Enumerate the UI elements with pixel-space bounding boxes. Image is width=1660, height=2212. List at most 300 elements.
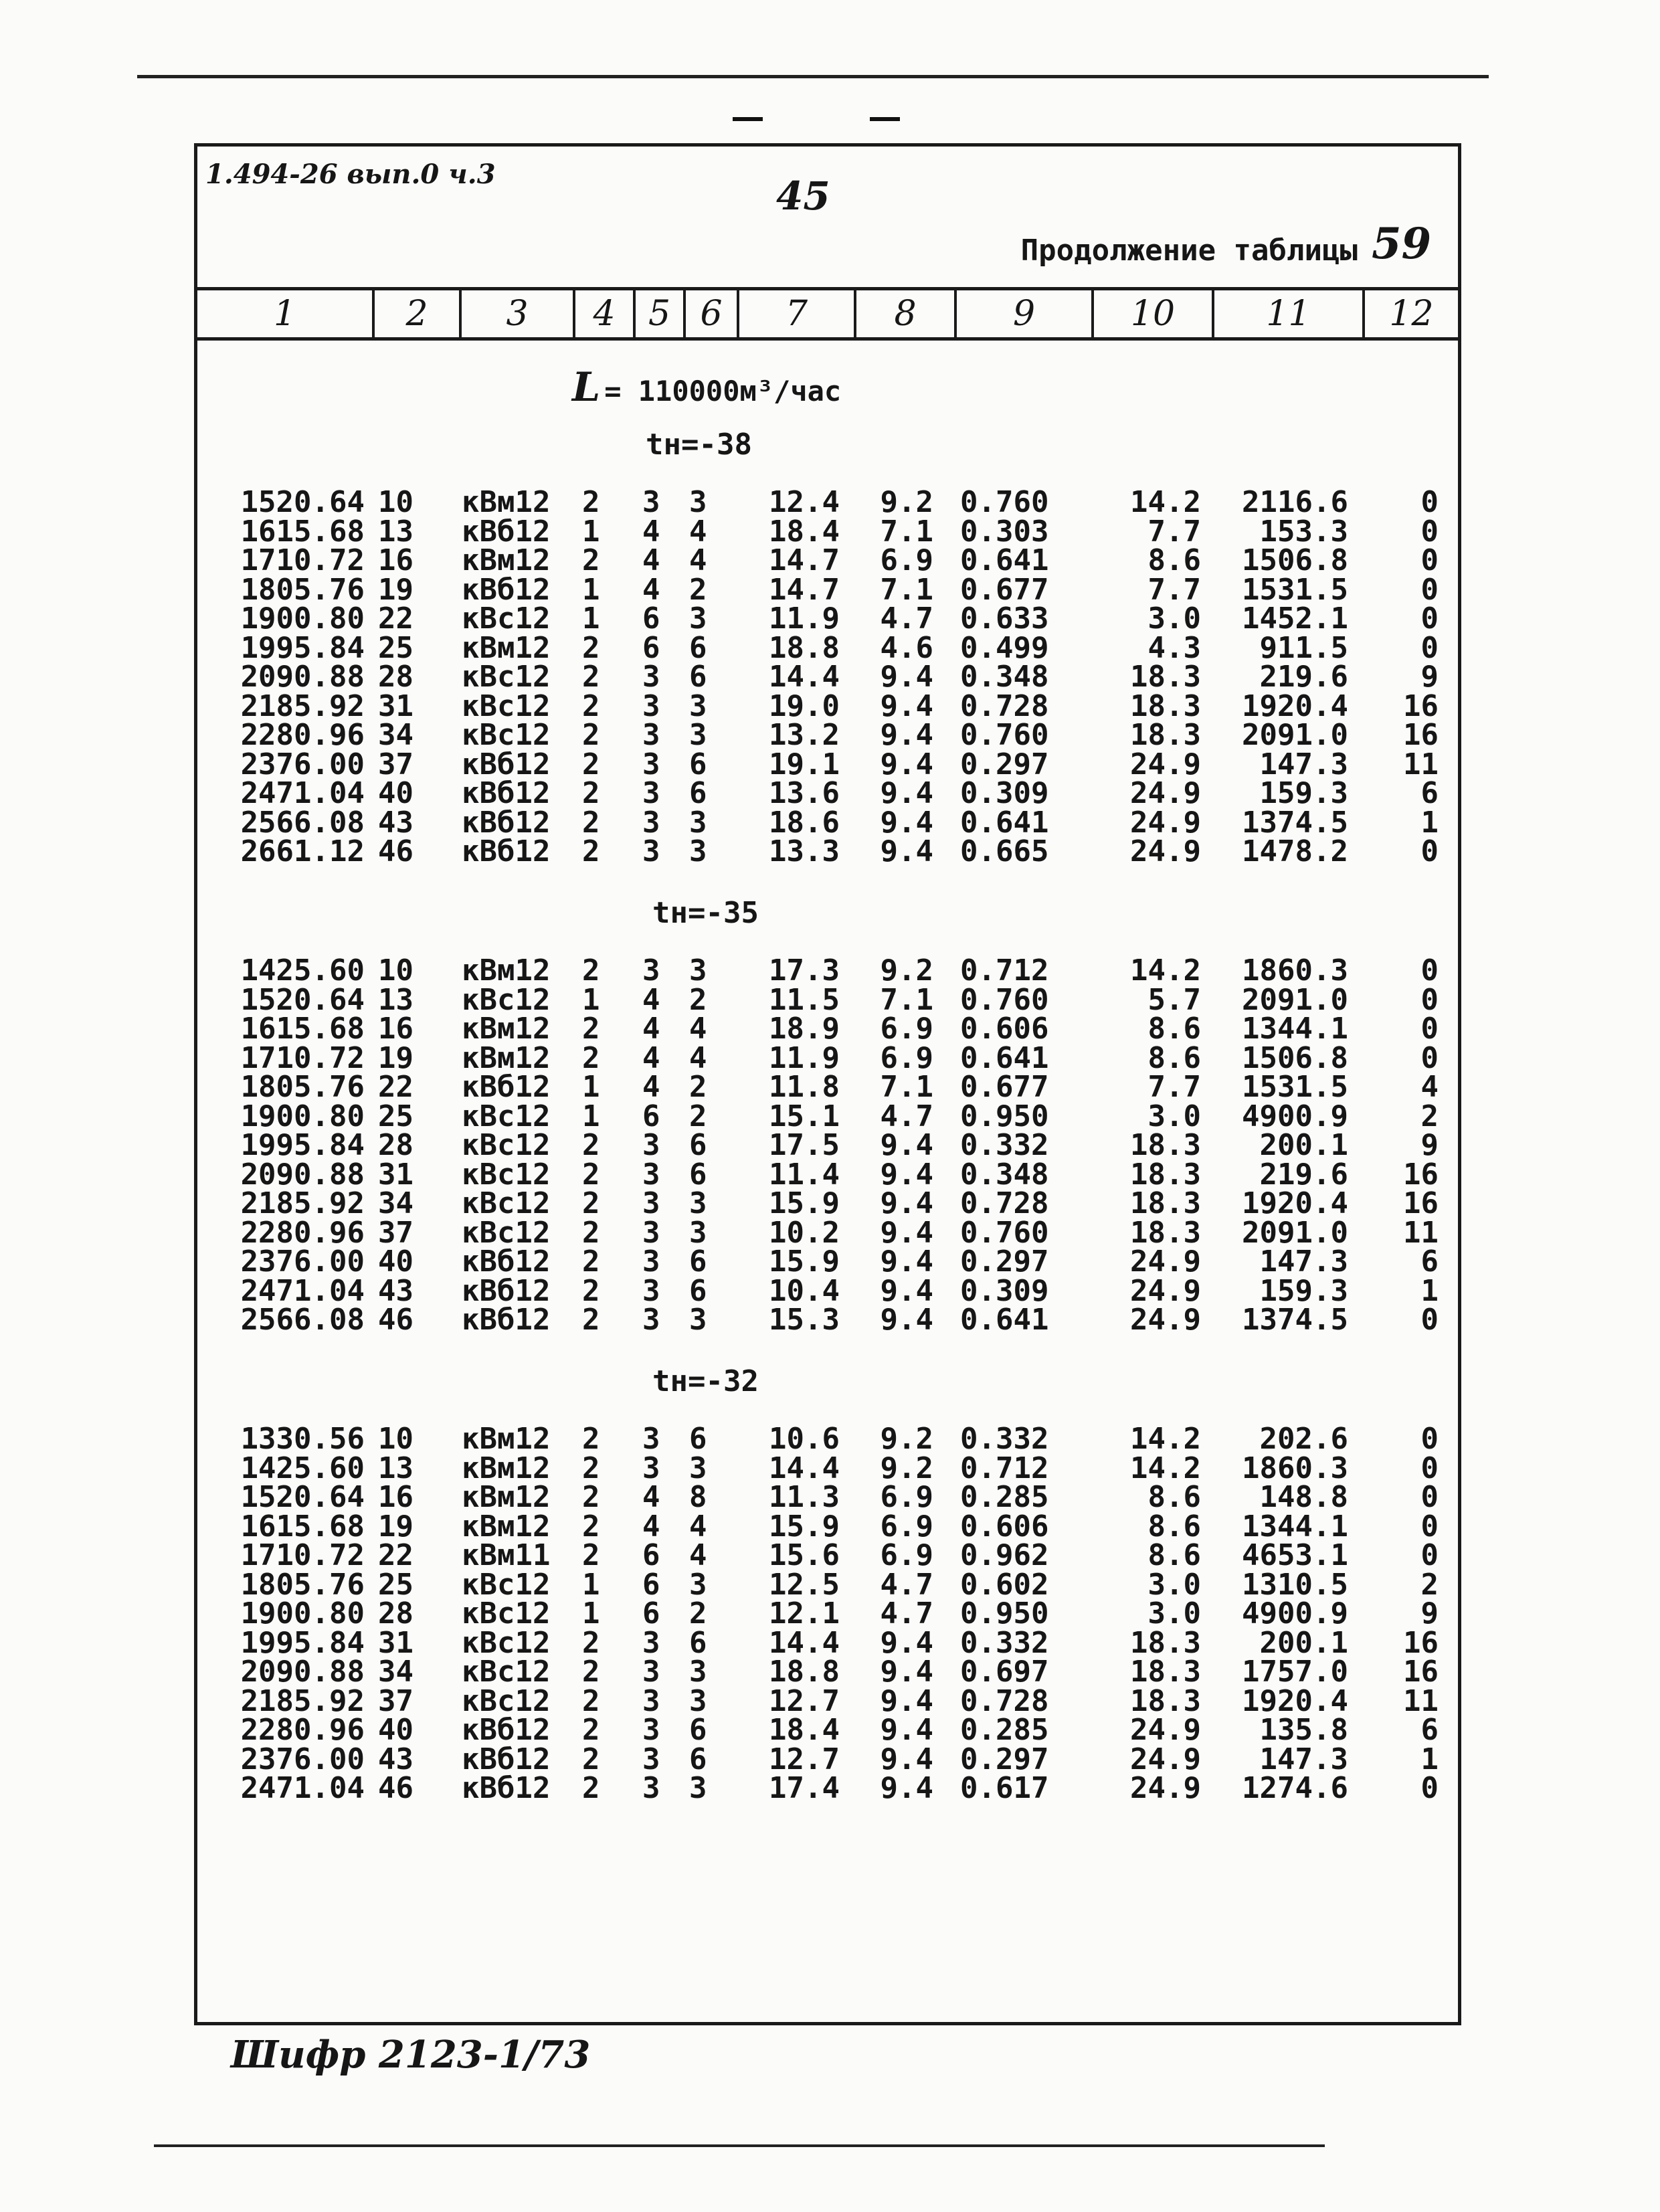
cell-col-n5: 4 xyxy=(642,1040,660,1075)
cell-col-n6: 3 xyxy=(689,1215,707,1250)
cell-col-n7: 17.5 xyxy=(769,1128,840,1162)
cell-col-n4: 2 xyxy=(582,485,600,519)
cell-col-type: кВс12 xyxy=(462,1683,551,1718)
cell-col-number: 10 xyxy=(378,1422,413,1456)
cell-col-n6: 3 xyxy=(689,1683,707,1718)
cell-col-n8: 6.9 xyxy=(880,1509,933,1544)
cell-col-n9: 0.309 xyxy=(960,1273,1049,1308)
cell-col-number: 31 xyxy=(378,688,413,723)
cell-col-n10: 5.7 xyxy=(1147,982,1201,1017)
cell-col-n12: 16 xyxy=(1403,1186,1439,1220)
table-row xyxy=(197,1771,1458,1805)
cell-col-n12: 0 xyxy=(1420,602,1439,636)
table-row xyxy=(197,1625,1458,1660)
top-dash-right xyxy=(870,117,900,121)
cell-col-n11: 219.6 xyxy=(1259,660,1348,694)
cell-col-flow: 1900.80 xyxy=(240,1099,365,1133)
cell-col-n11: 1860.3 xyxy=(1242,953,1348,988)
cell-col-flow: 2566.08 xyxy=(240,805,365,840)
cell-col-n11: 1531.5 xyxy=(1242,572,1348,607)
cell-col-flow: 1520.64 xyxy=(240,982,365,1017)
section-heading: tн=-32 xyxy=(652,1364,759,1398)
cell-col-n6: 6 xyxy=(689,776,707,810)
cell-col-n10: 14.2 xyxy=(1130,485,1201,519)
section-heading: tн=-38 xyxy=(646,428,752,462)
cell-col-n5: 3 xyxy=(642,834,660,868)
cell-col-n5: 3 xyxy=(642,1422,660,1456)
cell-col-n9: 0.332 xyxy=(960,1128,1049,1162)
table-row xyxy=(197,572,1458,607)
cell-col-n4: 2 xyxy=(582,688,600,723)
cell-col-n6: 3 xyxy=(689,1303,707,1337)
cell-col-n4: 2 xyxy=(582,630,600,665)
cell-col-number: 22 xyxy=(378,602,413,636)
cell-col-type: кВс12 xyxy=(462,1655,551,1689)
cell-col-flow: 1710.72 xyxy=(240,1040,365,1075)
cell-col-number: 19 xyxy=(378,572,413,607)
cell-col-n6: 2 xyxy=(689,1596,707,1631)
column-header: 11 xyxy=(1214,290,1365,337)
cell-col-n4: 2 xyxy=(582,805,600,840)
cell-col-n7: 15.6 xyxy=(769,1538,840,1572)
cell-col-n6: 3 xyxy=(689,834,707,868)
cell-col-number: 43 xyxy=(378,1273,413,1308)
cell-col-n7: 11.9 xyxy=(769,602,840,636)
cell-col-n11: 135.8 xyxy=(1259,1713,1348,1747)
cell-col-n11: 202.6 xyxy=(1259,1422,1348,1456)
cell-col-n8: 9.4 xyxy=(880,805,933,840)
table-row xyxy=(197,1186,1458,1220)
cell-col-n8: 9.4 xyxy=(880,1303,933,1337)
cell-col-n11: 911.5 xyxy=(1259,630,1348,665)
cell-col-n7: 12.1 xyxy=(769,1596,840,1631)
cell-col-n5: 4 xyxy=(642,514,660,549)
cell-col-n4: 2 xyxy=(582,1625,600,1660)
cell-col-n12: 6 xyxy=(1420,1245,1439,1279)
cell-col-n11: 1920.4 xyxy=(1242,688,1348,723)
cell-col-n5: 3 xyxy=(642,1451,660,1485)
cell-col-n12: 0 xyxy=(1420,1012,1439,1046)
cell-col-n12: 1 xyxy=(1420,1273,1439,1308)
cell-col-flow: 2376.00 xyxy=(240,1742,365,1776)
cell-col-type: кВм12 xyxy=(462,1012,551,1046)
cell-col-n9: 0.728 xyxy=(960,1683,1049,1718)
cell-col-number: 28 xyxy=(378,1596,413,1631)
cell-col-n12: 0 xyxy=(1420,1480,1439,1514)
cell-col-n4: 2 xyxy=(582,1713,600,1747)
cell-col-n6: 3 xyxy=(689,953,707,988)
table-row xyxy=(197,604,1458,634)
cell-col-number: 25 xyxy=(378,1099,413,1133)
cell-col-n8: 9.4 xyxy=(880,1625,933,1660)
cell-col-type: кВб12 xyxy=(462,776,551,810)
cell-col-flow: 1710.72 xyxy=(240,1538,365,1572)
table-row xyxy=(197,805,1458,840)
cell-col-n11: 159.3 xyxy=(1259,1273,1348,1308)
cell-col-n4: 2 xyxy=(582,1128,600,1162)
cell-col-n10: 18.3 xyxy=(1130,718,1201,752)
cell-col-n8: 9.4 xyxy=(880,1273,933,1308)
cell-col-type: кВм12 xyxy=(462,953,551,988)
cell-col-n6: 8 xyxy=(689,1480,707,1514)
cell-col-n9: 0.633 xyxy=(960,602,1049,636)
cell-col-n7: 15.9 xyxy=(769,1186,840,1220)
table-row xyxy=(197,1451,1458,1485)
cell-col-n9: 0.606 xyxy=(960,1012,1049,1046)
cell-col-n6: 3 xyxy=(689,1451,707,1485)
cell-col-flow: 1615.68 xyxy=(240,1509,365,1544)
cell-col-n6: 2 xyxy=(689,982,707,1017)
cell-col-n6: 3 xyxy=(689,1186,707,1220)
cell-col-n4: 2 xyxy=(582,834,600,868)
cell-col-type: кВб12 xyxy=(462,1303,551,1337)
cell-col-number: 43 xyxy=(378,1742,413,1776)
cell-col-n4: 2 xyxy=(582,1303,600,1337)
cell-col-n5: 6 xyxy=(642,1099,660,1133)
cell-col-type: кВм12 xyxy=(462,1480,551,1514)
cell-col-n12: 4 xyxy=(1420,1070,1439,1104)
cell-col-n10: 18.3 xyxy=(1130,688,1201,723)
table-row xyxy=(197,1509,1458,1544)
cell-col-flow: 2185.92 xyxy=(240,1683,365,1718)
cell-col-n9: 0.712 xyxy=(960,1451,1049,1485)
cell-col-number: 16 xyxy=(378,543,413,577)
cell-col-n4: 2 xyxy=(582,660,600,694)
cell-col-n9: 0.697 xyxy=(960,1655,1049,1689)
cell-col-flow: 2376.00 xyxy=(240,1245,365,1279)
cell-col-n8: 9.4 xyxy=(880,1128,933,1162)
cell-col-flow: 2280.96 xyxy=(240,1215,365,1250)
cell-col-flow: 2090.88 xyxy=(240,1655,365,1689)
cell-col-flow: 2185.92 xyxy=(240,688,365,723)
column-header-row xyxy=(197,287,1458,341)
cell-col-flow: 1900.80 xyxy=(240,1596,365,1631)
cell-col-n6: 4 xyxy=(689,543,707,577)
cell-col-n11: 159.3 xyxy=(1259,776,1348,810)
table-row xyxy=(197,1567,1458,1602)
table-row xyxy=(197,662,1458,692)
cell-col-n11: 1506.8 xyxy=(1242,1040,1348,1075)
cell-col-n4: 2 xyxy=(582,1480,600,1514)
cell-col-n5: 3 xyxy=(642,953,660,988)
cell-col-n10: 24.9 xyxy=(1130,1245,1201,1279)
cell-col-flow: 1425.60 xyxy=(240,1451,365,1485)
cell-col-n11: 4900.9 xyxy=(1242,1596,1348,1631)
cell-col-n11: 153.3 xyxy=(1259,514,1348,549)
cell-col-n12: 0 xyxy=(1420,485,1439,519)
cell-col-n8: 9.4 xyxy=(880,1245,933,1279)
cell-col-n11: 1478.2 xyxy=(1242,834,1348,868)
cell-col-n10: 8.6 xyxy=(1147,1538,1201,1572)
cell-col-n5: 3 xyxy=(642,1713,660,1747)
cell-col-n10: 14.2 xyxy=(1130,953,1201,988)
airflow-symbol: L xyxy=(572,364,601,411)
cell-col-n12: 0 xyxy=(1420,953,1439,988)
cell-col-n4: 2 xyxy=(582,1040,600,1075)
cell-col-flow: 2661.12 xyxy=(240,834,365,868)
cell-col-n4: 2 xyxy=(582,1215,600,1250)
cell-col-n9: 0.332 xyxy=(960,1625,1049,1660)
column-header: 8 xyxy=(856,290,957,337)
cell-col-n9: 0.760 xyxy=(960,1215,1049,1250)
cell-col-n12: 0 xyxy=(1420,1303,1439,1337)
cell-col-n5: 3 xyxy=(642,805,660,840)
cell-col-n11: 200.1 xyxy=(1259,1625,1348,1660)
cell-col-n8: 9.4 xyxy=(880,1683,933,1718)
cell-col-n12: 16 xyxy=(1403,1655,1439,1689)
cell-col-n12: 1 xyxy=(1420,1742,1439,1776)
table-row xyxy=(197,1247,1458,1277)
cell-col-n6: 6 xyxy=(689,1273,707,1308)
cell-col-n5: 3 xyxy=(642,660,660,694)
cell-col-n10: 18.3 xyxy=(1130,1128,1201,1162)
cell-col-flow: 1615.68 xyxy=(240,514,365,549)
table-row xyxy=(197,1596,1458,1631)
cell-col-n7: 13.2 xyxy=(769,718,840,752)
cell-col-n8: 4.6 xyxy=(880,630,933,665)
cell-col-type: кВс12 xyxy=(462,1186,551,1220)
cell-col-n7: 12.4 xyxy=(769,485,840,519)
cell-col-n4: 1 xyxy=(582,602,600,636)
cell-col-n7: 18.6 xyxy=(769,805,840,840)
cell-col-n12: 16 xyxy=(1403,718,1439,752)
cell-col-n4: 1 xyxy=(582,572,600,607)
cell-col-n11: 1860.3 xyxy=(1242,1451,1348,1485)
cell-col-n7: 11.9 xyxy=(769,1040,840,1075)
cell-col-n12: 11 xyxy=(1403,1683,1439,1718)
cell-col-n8: 7.1 xyxy=(880,572,933,607)
table-row xyxy=(197,1128,1458,1162)
table-row xyxy=(197,1742,1458,1776)
table-row xyxy=(197,1713,1458,1747)
cell-col-type: кВм12 xyxy=(462,1509,551,1544)
cell-col-n11: 219.6 xyxy=(1259,1157,1348,1192)
cell-col-flow: 1900.80 xyxy=(240,602,365,636)
cell-col-n7: 10.4 xyxy=(769,1273,840,1308)
cell-col-n6: 6 xyxy=(689,660,707,694)
cell-col-n10: 18.3 xyxy=(1130,1655,1201,1689)
cell-col-type: кВб12 xyxy=(462,1273,551,1308)
cell-col-n7: 19.0 xyxy=(769,688,840,723)
cell-col-n10: 18.3 xyxy=(1130,1186,1201,1220)
cell-col-n12: 2 xyxy=(1420,1099,1439,1133)
cell-col-flow: 1995.84 xyxy=(240,1128,365,1162)
cell-col-type: кВс12 xyxy=(462,1596,551,1631)
cell-col-n6: 3 xyxy=(689,1771,707,1805)
cell-col-n9: 0.297 xyxy=(960,747,1049,781)
cell-col-number: 46 xyxy=(378,834,413,868)
cell-col-n7: 18.9 xyxy=(769,1012,840,1046)
cell-col-n9: 0.297 xyxy=(960,1245,1049,1279)
cell-col-n11: 1531.5 xyxy=(1242,1070,1348,1104)
cell-col-n8: 9.4 xyxy=(880,1771,933,1805)
cell-col-type: кВб12 xyxy=(462,805,551,840)
column-header: 2 xyxy=(375,290,462,337)
cell-col-n6: 6 xyxy=(689,1713,707,1747)
cell-col-n8: 9.4 xyxy=(880,747,933,781)
cell-col-type: кВс12 xyxy=(462,982,551,1017)
cell-col-n12: 0 xyxy=(1420,572,1439,607)
cell-col-n12: 16 xyxy=(1403,1625,1439,1660)
cell-col-n7: 17.4 xyxy=(769,1771,840,1805)
table-row xyxy=(197,485,1458,519)
cell-col-n7: 14.7 xyxy=(769,572,840,607)
scan-top-line xyxy=(137,75,1489,78)
document-cipher: Шифр 2123-1/73 xyxy=(231,2033,591,2077)
cell-col-n5: 4 xyxy=(642,543,660,577)
cell-col-n10: 18.3 xyxy=(1130,1625,1201,1660)
cell-col-flow: 1520.64 xyxy=(240,1480,365,1514)
cell-col-n5: 3 xyxy=(642,1128,660,1162)
table-row xyxy=(197,1099,1458,1133)
cell-col-n5: 6 xyxy=(642,1567,660,1602)
cell-col-type: кВс12 xyxy=(462,688,551,723)
column-header: 3 xyxy=(462,290,575,337)
cell-col-n6: 2 xyxy=(689,572,707,607)
table-row xyxy=(197,514,1458,549)
cell-col-n9: 0.641 xyxy=(960,805,1049,840)
cell-col-n10: 3.0 xyxy=(1147,1099,1201,1133)
cell-col-n5: 6 xyxy=(642,1596,660,1631)
cell-col-n8: 9.4 xyxy=(880,688,933,723)
cell-col-n7: 15.1 xyxy=(769,1099,840,1133)
cell-col-n7: 12.7 xyxy=(769,1742,840,1776)
cell-col-n7: 18.4 xyxy=(769,1713,840,1747)
column-header: 5 xyxy=(636,290,686,337)
cell-col-flow: 1995.84 xyxy=(240,1625,365,1660)
cell-col-n10: 18.3 xyxy=(1130,1157,1201,1192)
table-row xyxy=(197,1538,1458,1572)
cell-col-n6: 3 xyxy=(689,1567,707,1602)
cell-col-n4: 2 xyxy=(582,776,600,810)
cell-col-n12: 0 xyxy=(1420,1422,1439,1456)
cell-col-n10: 24.9 xyxy=(1130,1742,1201,1776)
cell-col-n5: 3 xyxy=(642,485,660,519)
cell-col-n10: 4.3 xyxy=(1147,630,1201,665)
cell-col-n12: 0 xyxy=(1420,834,1439,868)
cell-col-n11: 1757.0 xyxy=(1242,1655,1348,1689)
cell-col-flow: 2566.08 xyxy=(240,1303,365,1337)
cell-col-flow: 2471.04 xyxy=(240,776,365,810)
cell-col-n8: 9.2 xyxy=(880,1451,933,1485)
cell-col-flow: 1425.60 xyxy=(240,953,365,988)
cell-col-number: 43 xyxy=(378,805,413,840)
cell-col-number: 13 xyxy=(378,1451,413,1485)
cell-col-n11: 1920.4 xyxy=(1242,1683,1348,1718)
cell-col-type: кВб12 xyxy=(462,1771,551,1805)
cell-col-n4: 2 xyxy=(582,1422,600,1456)
cell-col-number: 13 xyxy=(378,514,413,549)
cell-col-n7: 11.3 xyxy=(769,1480,840,1514)
table-row xyxy=(197,834,1458,868)
column-header: 7 xyxy=(739,290,856,337)
cell-col-n10: 8.6 xyxy=(1147,1040,1201,1075)
cell-col-n8: 9.4 xyxy=(880,1157,933,1192)
cell-col-n6: 4 xyxy=(689,1509,707,1544)
table-row xyxy=(197,1014,1458,1044)
cell-col-n7: 11.4 xyxy=(769,1157,840,1192)
cell-col-number: 31 xyxy=(378,1157,413,1192)
cell-col-n6: 6 xyxy=(689,1245,707,1279)
table-caption: Продолжение таблицы xyxy=(1020,234,1358,268)
cell-col-n4: 2 xyxy=(582,1683,600,1718)
cell-col-n11: 2091.0 xyxy=(1242,718,1348,752)
cell-col-n4: 2 xyxy=(582,1538,600,1572)
cell-col-n8: 9.4 xyxy=(880,776,933,810)
cell-col-n12: 0 xyxy=(1420,1538,1439,1572)
cell-col-n6: 2 xyxy=(689,1070,707,1104)
cell-col-n9: 0.332 xyxy=(960,1422,1049,1456)
cell-col-n7: 13.6 xyxy=(769,776,840,810)
cell-col-n5: 3 xyxy=(642,1215,660,1250)
cell-col-n7: 18.8 xyxy=(769,630,840,665)
cell-col-type: кВм11 xyxy=(462,1538,551,1572)
cell-col-n4: 1 xyxy=(582,1099,600,1133)
cell-col-n8: 9.4 xyxy=(880,1713,933,1747)
cell-col-number: 37 xyxy=(378,747,413,781)
cell-col-n8: 9.4 xyxy=(880,660,933,694)
cell-col-n4: 2 xyxy=(582,718,600,752)
column-header: 10 xyxy=(1094,290,1214,337)
cell-col-n8: 9.4 xyxy=(880,834,933,868)
cell-col-n8: 9.2 xyxy=(880,953,933,988)
cell-col-number: 16 xyxy=(378,1012,413,1046)
cell-col-n5: 6 xyxy=(642,602,660,636)
scan-bottom-line xyxy=(154,2144,1325,2147)
cell-col-n4: 1 xyxy=(582,514,600,549)
cell-col-n7: 11.5 xyxy=(769,982,840,1017)
cell-col-n12: 0 xyxy=(1420,1509,1439,1544)
cell-col-type: кВс12 xyxy=(462,1567,551,1602)
cell-col-n7: 17.3 xyxy=(769,953,840,988)
cell-col-n4: 2 xyxy=(582,1509,600,1544)
cell-col-n12: 11 xyxy=(1403,1215,1439,1250)
cell-col-n6: 3 xyxy=(689,485,707,519)
cell-col-n6: 6 xyxy=(689,630,707,665)
cell-col-n6: 3 xyxy=(689,1655,707,1689)
cell-col-type: кВб12 xyxy=(462,747,551,781)
cell-col-n5: 6 xyxy=(642,630,660,665)
cell-col-n4: 2 xyxy=(582,1655,600,1689)
cell-col-n6: 3 xyxy=(689,688,707,723)
cell-col-n9: 0.950 xyxy=(960,1099,1049,1133)
column-header: 6 xyxy=(686,290,739,337)
cell-col-n4: 1 xyxy=(582,982,600,1017)
cell-col-n9: 0.641 xyxy=(960,1303,1049,1337)
cell-col-n9: 0.950 xyxy=(960,1596,1049,1631)
cell-col-flow: 1615.68 xyxy=(240,1012,365,1046)
cell-col-n11: 1452.1 xyxy=(1242,602,1348,636)
cell-col-n8: 9.4 xyxy=(880,1215,933,1250)
cell-col-number: 46 xyxy=(378,1303,413,1337)
cell-col-number: 13 xyxy=(378,982,413,1017)
cell-col-number: 25 xyxy=(378,1567,413,1602)
cell-col-n12: 6 xyxy=(1420,1713,1439,1747)
cell-col-n12: 6 xyxy=(1420,776,1439,810)
cell-col-number: 22 xyxy=(378,1538,413,1572)
cell-col-n12: 2 xyxy=(1420,1567,1439,1602)
cell-col-flow: 2471.04 xyxy=(240,1771,365,1805)
table-row xyxy=(197,1040,1458,1075)
cell-col-number: 34 xyxy=(378,718,413,752)
cell-col-n12: 9 xyxy=(1420,660,1439,694)
cell-col-type: кВб12 xyxy=(462,572,551,607)
cell-col-n8: 9.2 xyxy=(880,485,933,519)
cell-col-n7: 15.9 xyxy=(769,1509,840,1544)
cell-col-flow: 2376.00 xyxy=(240,747,365,781)
cell-col-n7: 12.7 xyxy=(769,1683,840,1718)
cell-col-n11: 1344.1 xyxy=(1242,1012,1348,1046)
